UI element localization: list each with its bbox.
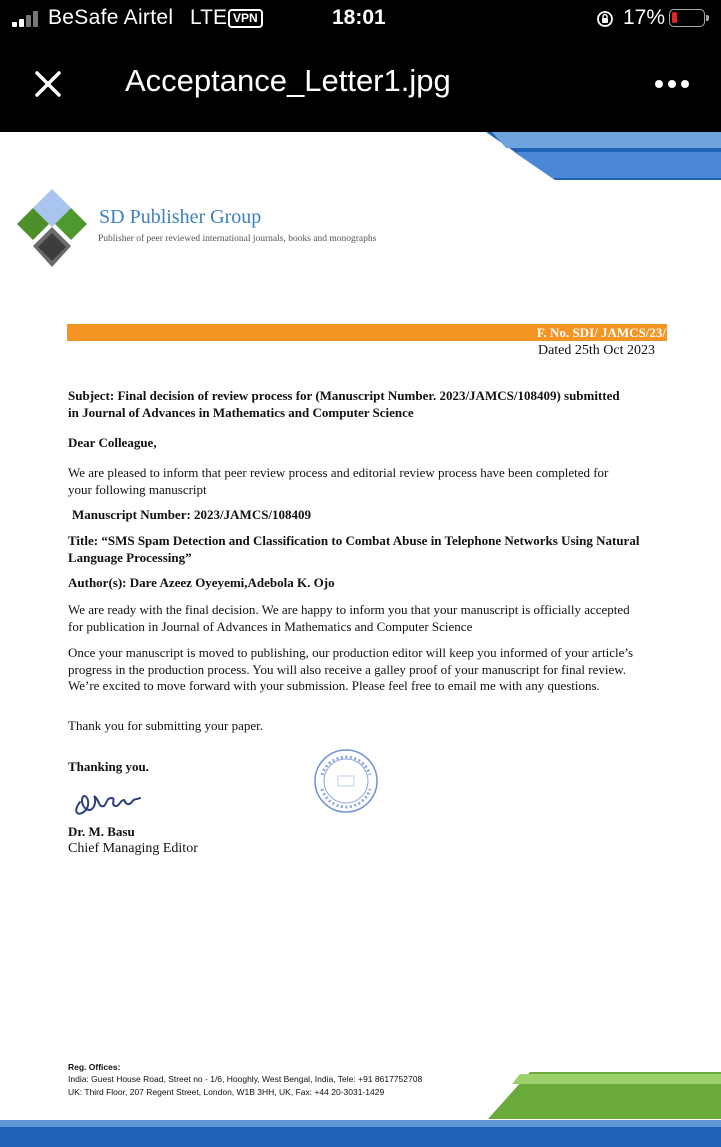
- close-icon[interactable]: [30, 66, 66, 102]
- closing: Thanking you.: [68, 759, 149, 774]
- rotation-lock-icon: [596, 10, 614, 28]
- viewer-toolbar: [0, 36, 721, 132]
- file-number: F. No. SDI/ JAMCS/23/: [536, 325, 666, 340]
- footer-decoration: [0, 1062, 721, 1147]
- header-decoration: [0, 132, 721, 192]
- vpn-badge: VPN: [228, 9, 263, 28]
- file-name-title: Acceptance_Letter1.jpg: [125, 63, 451, 98]
- signer-name: Dr. M. Basu: [68, 824, 135, 839]
- document-image: [0, 132, 721, 1147]
- battery-icon: [669, 9, 705, 27]
- manuscript-title: Title: “SMS Spam Detection and Classification to Combat Abuse in Telephone Networks Using Natural Language Processing”: [68, 533, 640, 565]
- publisher-seal: [312, 747, 380, 815]
- signature: [70, 784, 144, 818]
- carrier-name: BeSafe Airtel: [48, 6, 174, 29]
- status-bar: [0, 0, 721, 36]
- intro-paragraph: We are pleased to inform that peer review process and editorial review process have been completed for your following manuscript: [68, 465, 609, 497]
- process-paragraph: Once your manuscript is moved to publishing, our production editor will keep you informed of your article’s progress in the production process. You will also receive a galley proof of your manuscript for final review. We’re excited to move forward with your submission. Please feel free to email me with any questions.: [68, 645, 634, 693]
- authors: Author(s): Dare Azeez Oyeyemi,Adebola K. Ojo: [68, 575, 335, 590]
- subject: Subject: Final decision of review process for (Manuscript Number. 2023/JAMCS/108409) submitted in Journal of Advances in Mathematics and Computer Science: [68, 388, 620, 420]
- salutation: Dear Colleague,: [68, 435, 157, 450]
- thanks-submission: Thank you for submitting your paper.: [68, 718, 263, 733]
- registered-offices: Reg. Offices: India: Guest House Road, Street no - 1/6, Hooghly, West Bengal, India, Tele: +91 8617752708 UK: Third Floor, 207 Regent Street, London, W1B 3HH, UK, Fax: +44 20-3031-1429: [68, 1062, 423, 1097]
- signer-role: Chief Managing Editor: [68, 841, 198, 856]
- publisher-logo: [12, 187, 92, 272]
- clock: 18:01: [332, 6, 386, 29]
- network-type: LTE: [190, 6, 227, 29]
- letter-date: Dated 25th Oct 2023: [537, 343, 655, 358]
- battery-percent: 17%: [623, 6, 666, 29]
- more-options-icon[interactable]: [655, 80, 689, 88]
- battery-fill: [672, 12, 677, 23]
- decision-paragraph: We are ready with the final decision. We are happy to inform you that your manuscript is officially accepted for publication in Journal of Advances in Mathematics and Computer Science: [68, 602, 630, 634]
- publisher-tagline: Publisher of peer reviewed international journals, books and monographs: [98, 234, 377, 244]
- manuscript-number: Manuscript Number: 2023/JAMCS/108409: [72, 507, 312, 522]
- publisher-name: SD Publisher Group: [99, 206, 262, 228]
- signal-icon: [12, 11, 42, 27]
